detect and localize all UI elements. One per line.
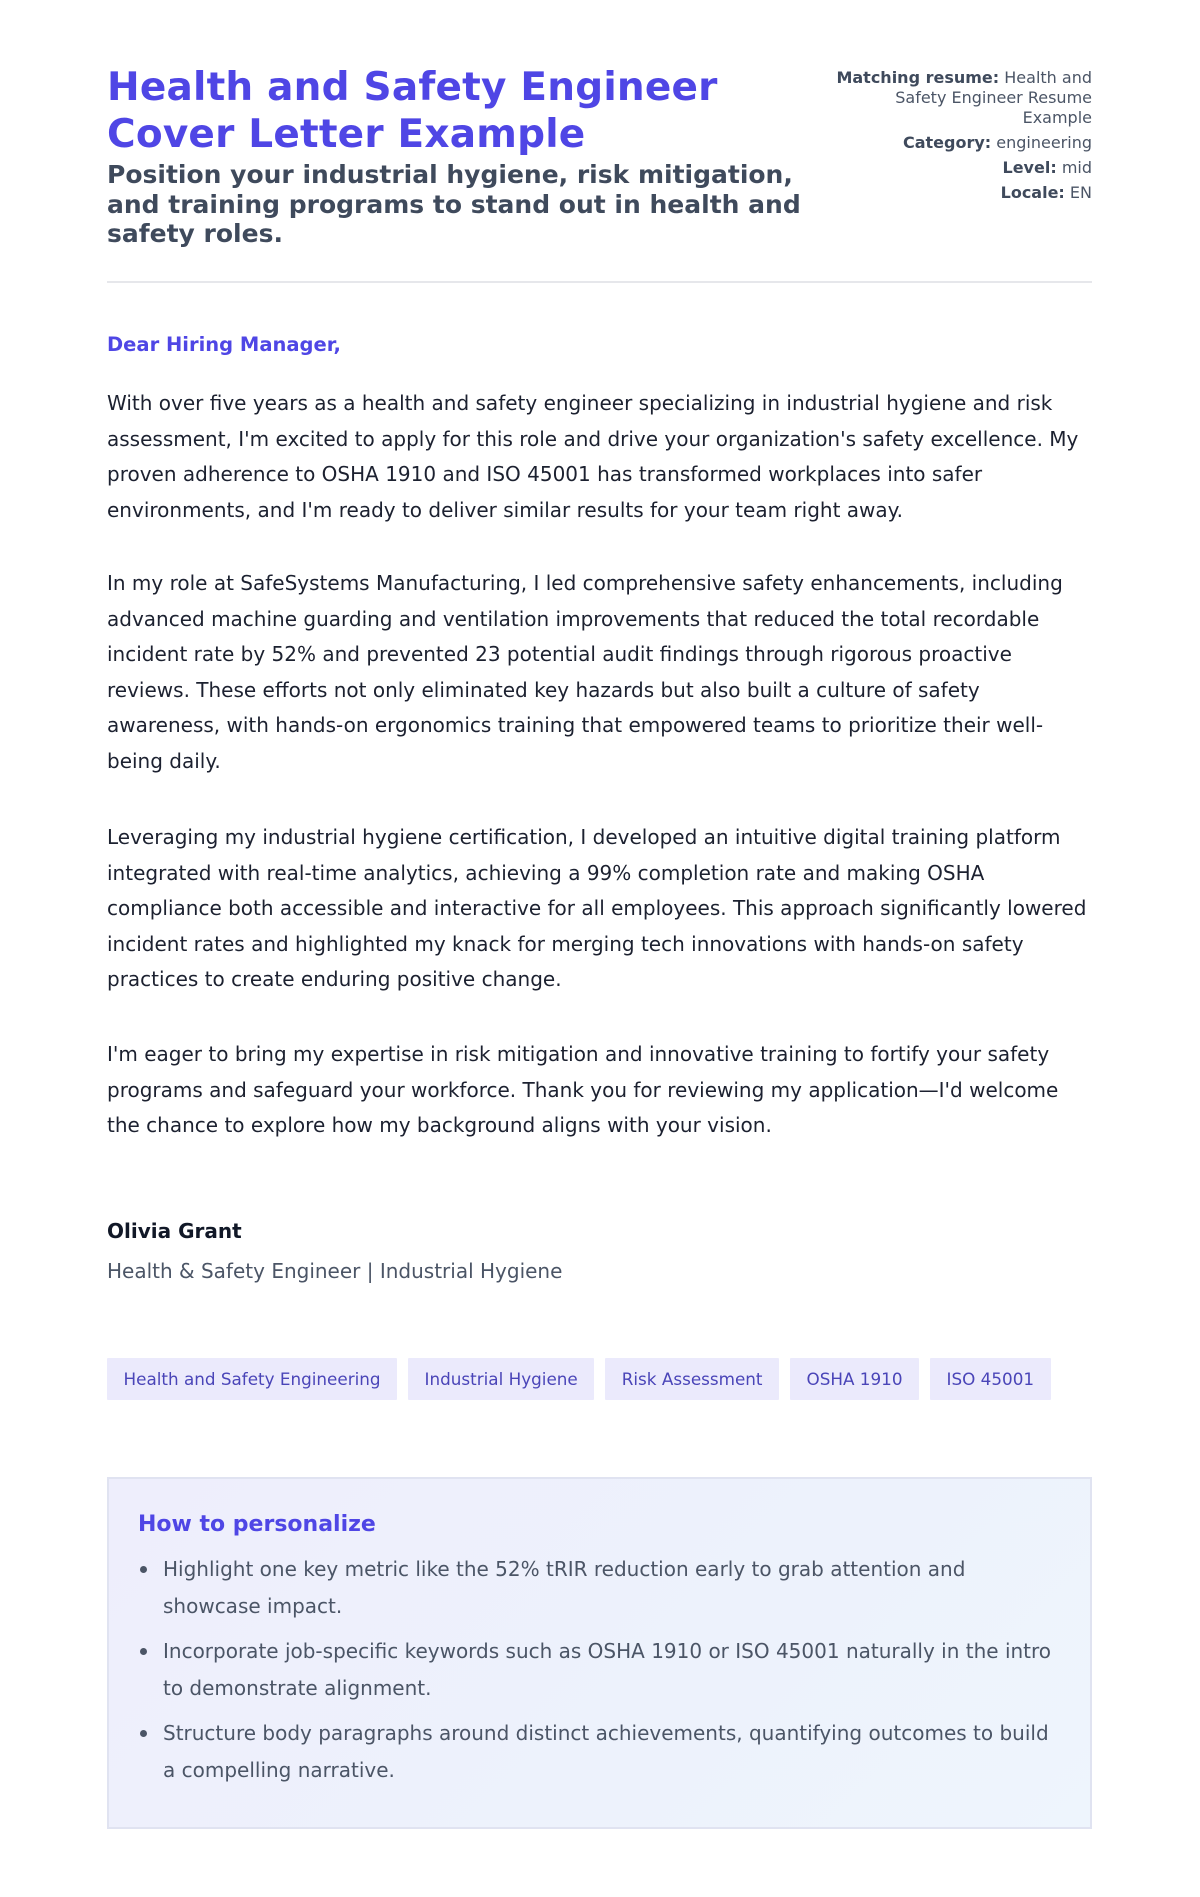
meta-value: engineering (996, 133, 1092, 152)
keyword-tag: Health and Safety Engineering (107, 1358, 397, 1400)
meta-key: Matching resume: (836, 68, 1000, 87)
tip-item (138, 1633, 1058, 1706)
page-header (107, 64, 1092, 254)
keyword-tags (107, 1358, 1051, 1400)
meta-matching-resume (827, 68, 1092, 128)
meta-key: Locale: (1000, 183, 1065, 202)
bullet-icon (140, 1566, 147, 1573)
page-subtitle: Position your industrial hygiene, risk mitigation, and training programs to stand out in health and safety roles. (107, 160, 801, 248)
meta-locale (827, 183, 1092, 203)
signature-role: Health & Safety Engineer | Industrial Hygiene (107, 1259, 563, 1283)
tip-item (138, 1715, 1058, 1788)
keyword-tag: Risk Assessment (605, 1358, 779, 1400)
letter-paragraph: With over five years as a health and safety engineer specializing in industrial hygiene and risk assessment, I'm excited to apply for this role and drive your organization's safety excellence. My proven adherence to OSHA 1910 and ISO 45001 has transformed workplaces into safer environments, and I'm ready to deliver similar results for your team right away. (107, 391, 1079, 522)
keyword-tag: Industrial Hygiene (408, 1358, 594, 1400)
meta-value: EN (1069, 183, 1092, 202)
letter-paragraph: Leveraging my industrial hygiene certification, I developed an intuitive digital training platform integrated with real-time analytics, achieving a 99% completion rate and making OSHA compliance both accessible and interactive for all employees. This approach significantly lowered incident rates and highlighted my knack for merging tech innovations with hands-on safety practices to create enduring positive change. (107, 825, 1087, 992)
personalize-tips-box (107, 1477, 1092, 1829)
bullet-icon (140, 1648, 147, 1655)
meta-key: Category: (902, 133, 992, 152)
tip-text: Structure body paragraphs around distinct achievements, quantifying outcomes to build a compelling narrative. (163, 1721, 1049, 1782)
meta-value: mid (1061, 158, 1092, 177)
tip-text: Incorporate job-specific keywords such as OSHA 1910 or ISO 45001 naturally in the intro to demonstrate alignment. (163, 1639, 1052, 1700)
bullet-icon (140, 1730, 147, 1737)
tip-text: Highlight one key metric like the 52% tRIR reduction early to grab attention and showcase impact. (163, 1557, 966, 1618)
meta-key: Level: (1002, 158, 1057, 177)
header-divider (107, 281, 1092, 283)
tips-list (138, 1551, 1058, 1797)
letter-paragraph: I'm eager to bring my expertise in risk mitigation and innovative training to fortify your safety programs and safeguard your workforce. Thank you for reviewing my application—I'd welcome the chance to explore how my background aligns with your vision. (107, 1042, 1059, 1138)
letter-greeting: Dear Hiring Manager, (107, 333, 341, 356)
tips-title: How to personalize (138, 1512, 376, 1537)
tip-item (138, 1551, 1058, 1624)
title-block (107, 64, 807, 249)
page-title: Health and Safety Engineer Cover Letter Example (107, 65, 718, 157)
keyword-tag: ISO 45001 (930, 1358, 1051, 1400)
letter-paragraph: In my role at SafeSystems Manufacturing, I led comprehensive safety enhancements, including advanced machine guarding and ventilation improvements that reduced the total recordable incident rate by 52% and prevented 23 potential audit findings through rigorous proactive reviews. These efforts not only eliminated key hazards but also built a culture of safety awareness, with hands-on ergonomics training that empowered teams to prioritize their well-being daily. (107, 571, 1063, 773)
meta-category (827, 133, 1092, 153)
meta-level (827, 158, 1092, 178)
meta-value: Health and Safety Engineer Resume Example (895, 68, 1092, 127)
signature-name: Olivia Grant (107, 1219, 242, 1243)
keyword-tag: OSHA 1910 (790, 1358, 919, 1400)
meta-panel (827, 68, 1092, 208)
